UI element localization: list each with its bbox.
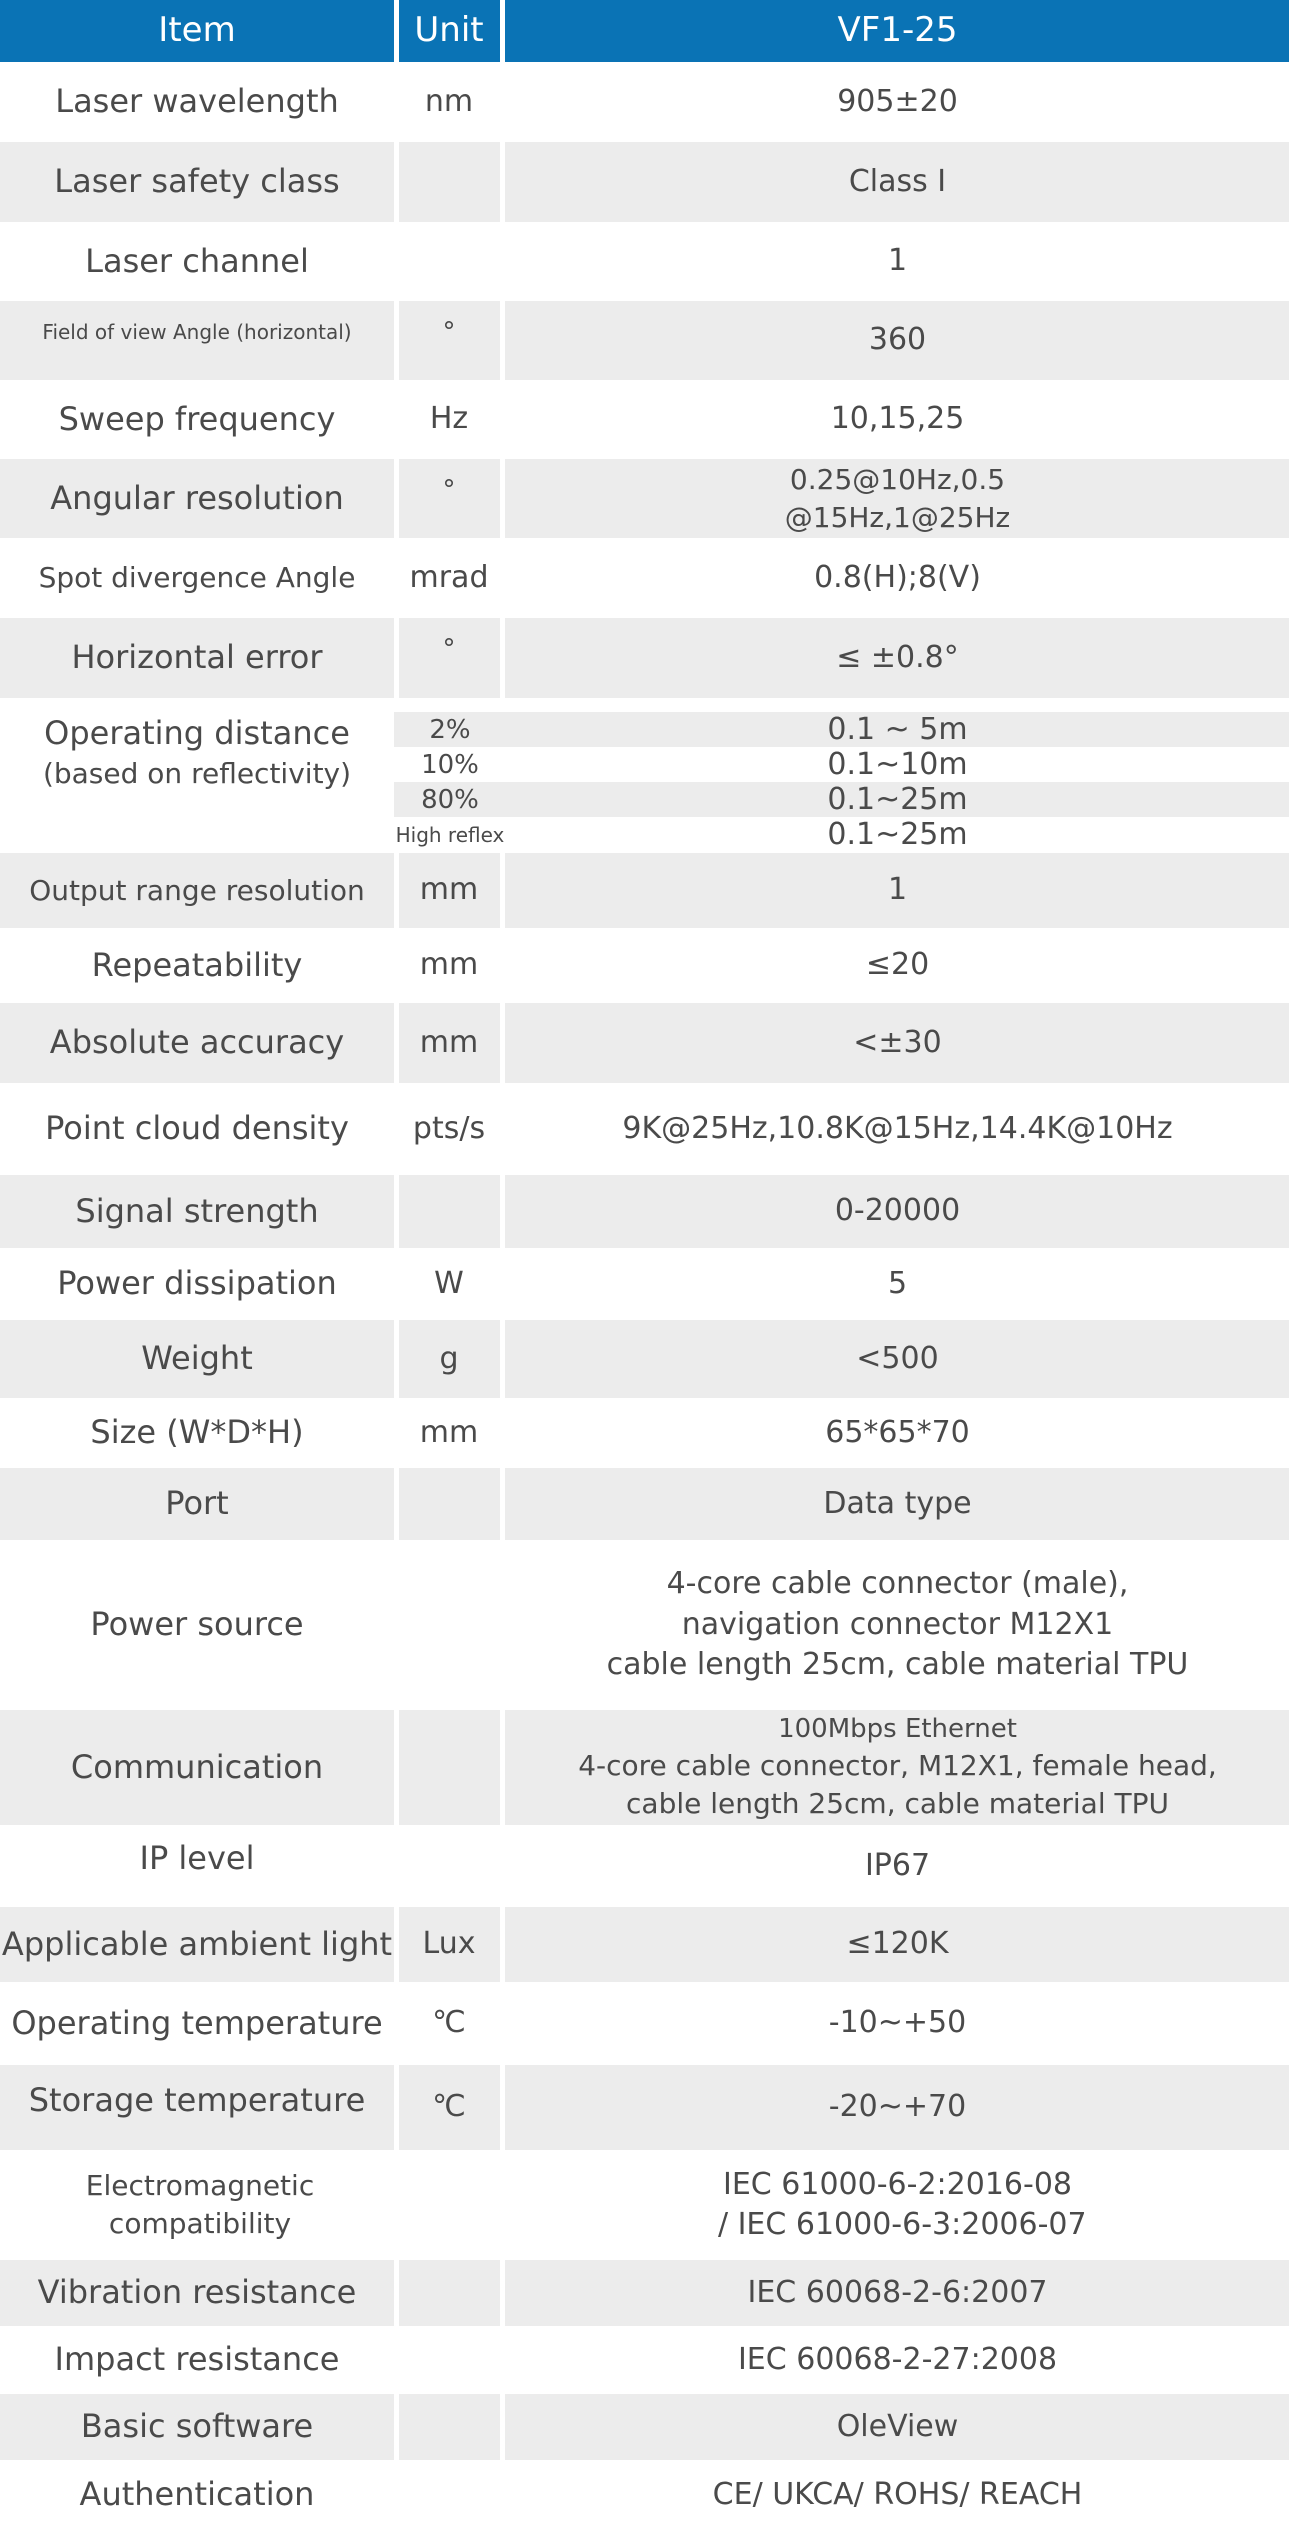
table-row <box>0 1398 1289 1468</box>
sub-value: 0.1~25m <box>827 817 968 852</box>
row-unit: mm <box>419 1024 479 1060</box>
row-unit: mm <box>419 872 479 908</box>
table-row <box>0 2394 1289 2460</box>
row-item: Laser wavelength <box>55 82 339 121</box>
value-line: navigation connector M12X1 <box>681 1606 1114 1642</box>
row-item: Laser channel <box>85 241 309 280</box>
row-value: OleView <box>836 2408 959 2444</box>
row-value: IP67 <box>864 1847 931 1883</box>
row-item: Spot divergence Angle <box>38 561 356 595</box>
row-item: Absolute accuracy <box>49 1023 345 1062</box>
value-line: 100Mbps Ethernet <box>778 1714 1017 1745</box>
row-value: 1 <box>887 243 908 279</box>
row-value: 905±20 <box>837 83 958 119</box>
row-value <box>506 459 1289 538</box>
table-row-operating-distance <box>0 698 1289 853</box>
table-row <box>0 1540 1289 1710</box>
row-item: Operating temperature <box>11 2003 383 2042</box>
row-value: 360 <box>868 322 927 358</box>
column-divider <box>500 0 505 62</box>
row-unit: ℃ <box>432 2089 466 2125</box>
column-divider <box>394 0 399 62</box>
sub-unit: 2% <box>429 714 471 745</box>
value-line: 4-core cable connector (male), <box>666 1566 1129 1602</box>
row-item: Port <box>165 1484 229 1523</box>
row-item: IP level <box>139 1839 255 1877</box>
table-row <box>0 459 1289 538</box>
row-value: <±30 <box>853 1024 942 1060</box>
sub-row <box>394 712 1289 747</box>
row-value <box>506 1540 1289 1710</box>
row-unit <box>398 2394 500 2460</box>
table-row <box>0 2150 1289 2260</box>
row-unit <box>398 2260 500 2326</box>
row-unit: nm <box>424 83 474 119</box>
row-item: Storage temperature <box>28 2081 366 2119</box>
row-unit: mm <box>419 1414 479 1450</box>
row-value: Class Ⅰ <box>848 163 947 199</box>
row-value: 10,15,25 <box>830 401 965 437</box>
row-unit <box>398 222 500 301</box>
value-line: cable length 25cm, cable material TPU <box>626 1787 1169 1821</box>
table-row <box>0 1175 1289 1248</box>
row-unit: Lux <box>422 1926 476 1962</box>
row-unit <box>398 1175 500 1248</box>
row-value: ≤20 <box>865 947 930 983</box>
row-value <box>506 1710 1289 1825</box>
table-row <box>0 2065 1289 2150</box>
table-row <box>0 1468 1289 1540</box>
header-item: Item <box>158 10 236 51</box>
value-line: / IEC 61000-6-3:2006-07 <box>708 2207 1087 2242</box>
row-value: 0.8(H);8(V) <box>814 559 981 595</box>
row-unit <box>398 1825 500 1907</box>
table-row <box>0 301 1289 380</box>
sub-row <box>394 782 1289 817</box>
table-row <box>0 1825 1289 1907</box>
row-item: Basic software <box>80 2407 314 2446</box>
row-value: ≤ ±0.8° <box>836 639 959 675</box>
row-value: IEC 60068-2-6:2007 <box>747 2274 1048 2310</box>
table-row <box>0 853 1289 928</box>
row-value <box>506 2150 1289 2260</box>
row-value: ≤120K <box>846 1926 949 1962</box>
row-unit <box>398 1468 500 1540</box>
table-row <box>0 222 1289 301</box>
value-line: 4-core cable connector, M12X1, female head, <box>578 1749 1217 1783</box>
table-row <box>0 1248 1289 1320</box>
row-item: Authentication <box>79 2475 315 2514</box>
sub-unit: 80% <box>421 784 479 815</box>
sub-value: 0.1 ~ 5m <box>827 712 968 747</box>
table-row <box>0 62 1289 142</box>
row-unit <box>398 2460 500 2530</box>
table-row <box>0 2260 1289 2326</box>
row-item: Repeatability <box>91 945 303 984</box>
row-unit: ° <box>442 317 456 347</box>
item-line: (based on reflectivity) <box>42 757 352 791</box>
table-row <box>0 1907 1289 1982</box>
row-unit: ° <box>442 634 456 664</box>
table-row <box>0 1320 1289 1398</box>
row-item: Sweep frequency <box>58 399 336 438</box>
table-row <box>0 1710 1289 1825</box>
row-unit: ℃ <box>432 2005 466 2041</box>
row-item: Vibration resistance <box>37 2273 357 2312</box>
table-row <box>0 2326 1289 2394</box>
table-row <box>0 142 1289 222</box>
row-unit <box>398 142 500 222</box>
row-item: Horizontal error <box>71 638 323 677</box>
row-item: Applicable ambient light <box>1 1924 393 1963</box>
row-item: Signal strength <box>75 1191 319 1230</box>
table-row <box>0 1003 1289 1083</box>
row-unit: ° <box>442 475 456 505</box>
row-item: Size (W*D*H) <box>90 1413 304 1452</box>
row-item: Power dissipation <box>57 1264 337 1303</box>
row-value: -10~+50 <box>828 2005 967 2041</box>
row-value: Data type <box>823 1485 972 1521</box>
table-row <box>0 380 1289 459</box>
row-item: Output range resolution <box>29 873 365 907</box>
row-value: 1 <box>887 872 908 908</box>
value-line: IEC 61000-6-2:2016-08 <box>723 2166 1072 2202</box>
row-item: Power source <box>90 1605 304 1644</box>
row-item: Electromagnetic compatibility <box>85 2169 315 2240</box>
row-unit: W <box>434 1265 464 1301</box>
row-unit: g <box>439 1340 459 1376</box>
row-value: 9K@25Hz,10.8K@15Hz,14.4K@10Hz <box>622 1110 1173 1146</box>
value-line: @15Hz,1@25Hz <box>784 500 1011 534</box>
row-unit: mrad <box>409 559 489 595</box>
row-unit <box>398 2326 500 2394</box>
row-unit: pts/s <box>412 1110 486 1146</box>
row-item: Point cloud density <box>45 1109 349 1148</box>
row-item: Laser safety class <box>54 162 340 201</box>
sub-unit: High reflex <box>395 822 505 847</box>
table-row <box>0 618 1289 698</box>
row-item: Field of view Angle (horizontal) <box>42 320 352 344</box>
table-row <box>0 1982 1289 2065</box>
item-line: Operating distance <box>44 714 350 752</box>
row-value: <500 <box>856 1340 939 1376</box>
header-unit: Unit <box>414 10 484 51</box>
table-row <box>0 2460 1289 2530</box>
row-unit: mm <box>419 947 479 983</box>
sub-row <box>394 817 1289 852</box>
sub-unit: 10% <box>421 749 479 780</box>
row-unit <box>398 1710 500 1825</box>
table-header <box>0 0 1289 62</box>
header-model: VF1-25 <box>837 10 958 51</box>
sub-value: 0.1~25m <box>827 782 968 817</box>
sub-row <box>394 747 1289 782</box>
value-line: 0.25@10Hz,0.5 <box>789 462 1006 496</box>
row-item: Communication <box>70 1747 324 1786</box>
row-value: 0-20000 <box>834 1193 961 1229</box>
row-value: CE/ UKCA/ ROHS/ REACH <box>712 2476 1083 2512</box>
row-item: Weight <box>141 1339 253 1378</box>
row-item: Impact resistance <box>54 2340 340 2379</box>
table-row <box>0 538 1289 618</box>
row-value: -20~+70 <box>828 2089 967 2125</box>
table-row <box>0 928 1289 1003</box>
row-unit <box>398 1540 500 1710</box>
row-value: IEC 60068-2-27:2008 <box>737 2341 1058 2377</box>
row-value: 5 <box>887 1265 908 1301</box>
table-row <box>0 1083 1289 1175</box>
row-item: Angular resolution <box>50 478 344 517</box>
row-value: 65*65*70 <box>825 1414 970 1450</box>
row-item <box>0 698 394 853</box>
row-unit: Hz <box>429 401 469 437</box>
sub-value: 0.1~10m <box>827 747 968 782</box>
value-line: cable length 25cm, cable material TPU <box>606 1647 1189 1683</box>
